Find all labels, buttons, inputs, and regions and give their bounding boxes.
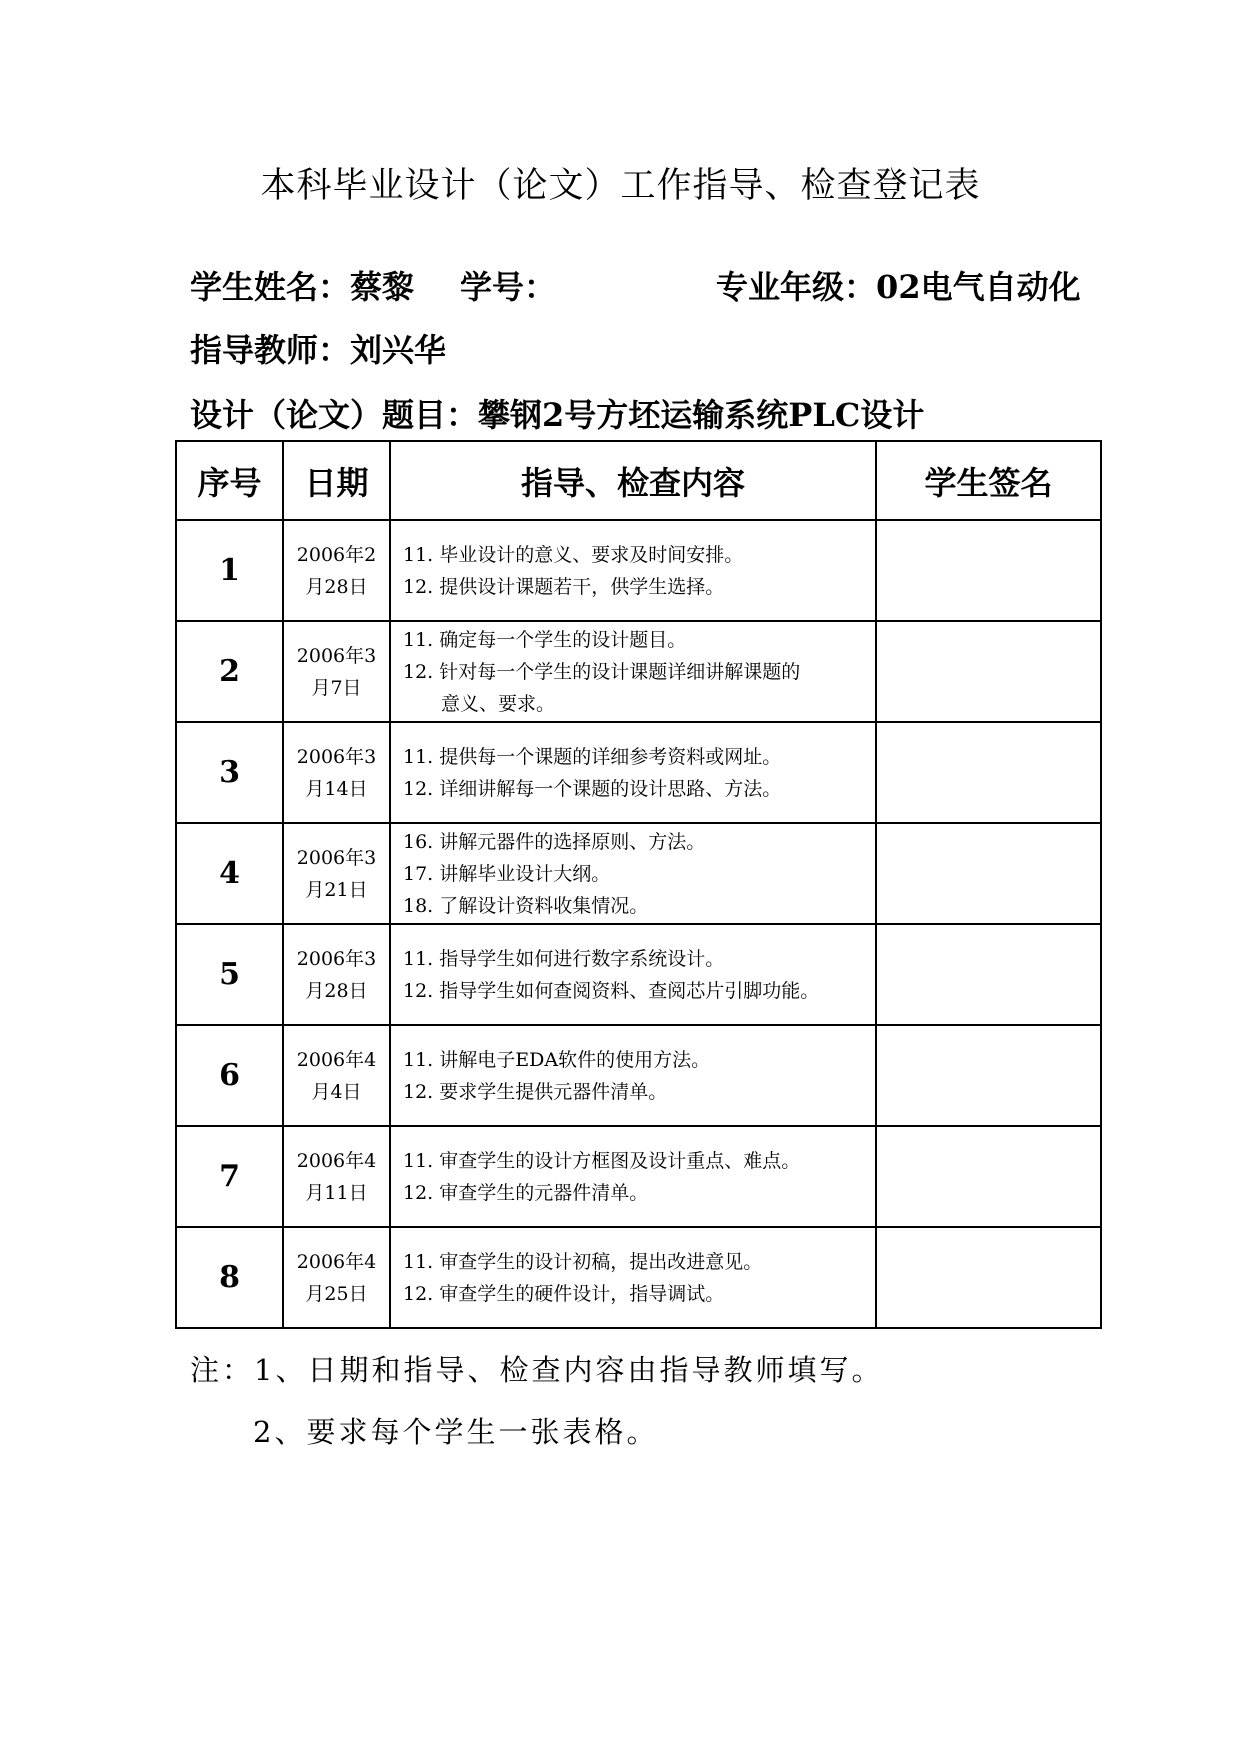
row-date-line: 月11日 [305, 1181, 368, 1204]
content-item: 16. 讲解元器件的选择原则、方法。 [403, 830, 706, 853]
content-item: 17. 讲解毕业设计大纲。 [403, 862, 611, 885]
content-item: 11. 讲解电子EDA软件的使用方法。 [403, 1048, 711, 1071]
topic-line [190, 390, 924, 436]
row-seq: 7 [176, 1126, 283, 1227]
content-item: 12. 要求学生提供元器件清单。 [403, 1080, 668, 1103]
content-item: 12. 针对每一个学生的设计课题详细讲解课题的 [403, 660, 801, 683]
row-content [390, 1025, 876, 1126]
row-date-line: 2006年3 [296, 644, 377, 667]
content-item: 11. 指导学生如何进行数字系统设计。 [403, 947, 725, 970]
advisor-line [190, 325, 446, 371]
note-1: 注：1、日期和指导、检查内容由指导教师填写。 [190, 1353, 884, 1387]
content-item: 12. 提供设计课题若干，供学生选择。 [403, 575, 725, 598]
header-content: 指导、检查内容 [390, 441, 876, 520]
content-item: 11. 毕业设计的意义、要求及时间安排。 [403, 543, 744, 566]
row-date [283, 1227, 390, 1328]
table-row [176, 1126, 1101, 1227]
guidance-table [175, 440, 1102, 1329]
table-row [176, 621, 1101, 722]
row-date [283, 520, 390, 621]
row-seq: 4 [176, 823, 283, 924]
table-row [176, 1227, 1101, 1328]
row-seq: 5 [176, 924, 283, 1025]
student-id-label: 学号： [460, 268, 557, 306]
row-date-line: 月21日 [305, 878, 368, 901]
topic-value: 攀钢2号方坯运输系统PLC设计 [478, 396, 925, 434]
row-date-line: 2006年3 [296, 745, 377, 768]
table-row [176, 823, 1101, 924]
content-item: 意义、要求。 [441, 692, 556, 715]
row-content [390, 621, 876, 722]
row-content [390, 823, 876, 924]
row-date-line: 月28日 [305, 575, 368, 598]
row-date-line: 2006年4 [296, 1250, 377, 1273]
row-signature-cell[interactable] [876, 1025, 1101, 1126]
row-signature-cell[interactable] [876, 823, 1101, 924]
row-signature-cell[interactable] [876, 924, 1101, 1025]
row-date-line: 月25日 [305, 1282, 368, 1305]
row-date [283, 621, 390, 722]
row-content [390, 722, 876, 823]
content-item: 18. 了解设计资料收集情况。 [403, 894, 649, 917]
row-date-line: 2006年2 [296, 543, 377, 566]
row-date-line: 2006年3 [296, 947, 377, 970]
row-signature-cell[interactable] [876, 1126, 1101, 1227]
advisor-label: 指导教师： [190, 331, 351, 369]
note-2: 2、要求每个学生一张表格。 [253, 1415, 659, 1449]
student-name: 蔡黎 [350, 268, 415, 306]
row-signature-cell[interactable] [876, 520, 1101, 621]
table-header-row [176, 441, 1101, 520]
major-value: 02电气自动化 [876, 268, 1081, 306]
table-row [176, 722, 1101, 823]
row-content [390, 520, 876, 621]
topic-label: 设计（论文）题目： [190, 396, 479, 434]
row-seq: 1 [176, 520, 283, 621]
table-row [176, 520, 1101, 621]
content-item: 12. 审查学生的硬件设计，指导调试。 [403, 1282, 725, 1305]
content-item: 12. 审查学生的元器件清单。 [403, 1181, 649, 1204]
table-row [176, 1025, 1101, 1126]
row-date [283, 1126, 390, 1227]
header-signature: 学生签名 [876, 441, 1101, 520]
page-title: 本科毕业设计（论文）工作指导、检查登记表 [260, 166, 981, 206]
table-body [176, 520, 1101, 1328]
row-date-line: 月4日 [311, 1080, 362, 1103]
row-date-line: 2006年4 [296, 1048, 377, 1071]
row-signature-cell[interactable] [876, 722, 1101, 823]
row-signature-cell[interactable] [876, 621, 1101, 722]
content-item: 11. 提供每一个课题的详细参考资料或网址。 [403, 745, 782, 768]
row-content [390, 924, 876, 1025]
table-row [176, 924, 1101, 1025]
content-item: 12. 指导学生如何查阅资料、查阅芯片引脚功能。 [403, 979, 820, 1002]
header-seq: 序号 [176, 441, 283, 520]
row-date [283, 823, 390, 924]
row-date [283, 924, 390, 1025]
content-item: 11. 确定每一个学生的设计题目。 [403, 628, 687, 651]
content-item: 11. 审查学生的设计初稿，提出改进意见。 [403, 1250, 763, 1273]
content-item: 12. 详细讲解每一个课题的设计思路、方法。 [403, 777, 782, 800]
content-item: 11. 审查学生的设计方框图及设计重点、难点。 [403, 1149, 801, 1172]
major-label: 专业年级： [716, 268, 877, 306]
row-signature-cell[interactable] [876, 1227, 1101, 1328]
header-date: 日期 [283, 441, 390, 520]
row-date-line: 月7日 [311, 676, 362, 699]
row-seq: 8 [176, 1227, 283, 1328]
row-content [390, 1126, 876, 1227]
row-date-line: 2006年4 [296, 1149, 377, 1172]
row-seq: 6 [176, 1025, 283, 1126]
row-date [283, 1025, 390, 1126]
row-seq: 2 [176, 621, 283, 722]
row-date-line: 2006年3 [296, 846, 377, 869]
advisor-name: 刘兴华 [350, 331, 447, 369]
student-info-line [190, 262, 1081, 308]
row-date-line: 月14日 [305, 777, 368, 800]
student-name-label: 学生姓名： [190, 268, 351, 306]
row-content [390, 1227, 876, 1328]
row-date-line: 月28日 [305, 979, 368, 1002]
row-seq: 3 [176, 722, 283, 823]
row-date [283, 722, 390, 823]
